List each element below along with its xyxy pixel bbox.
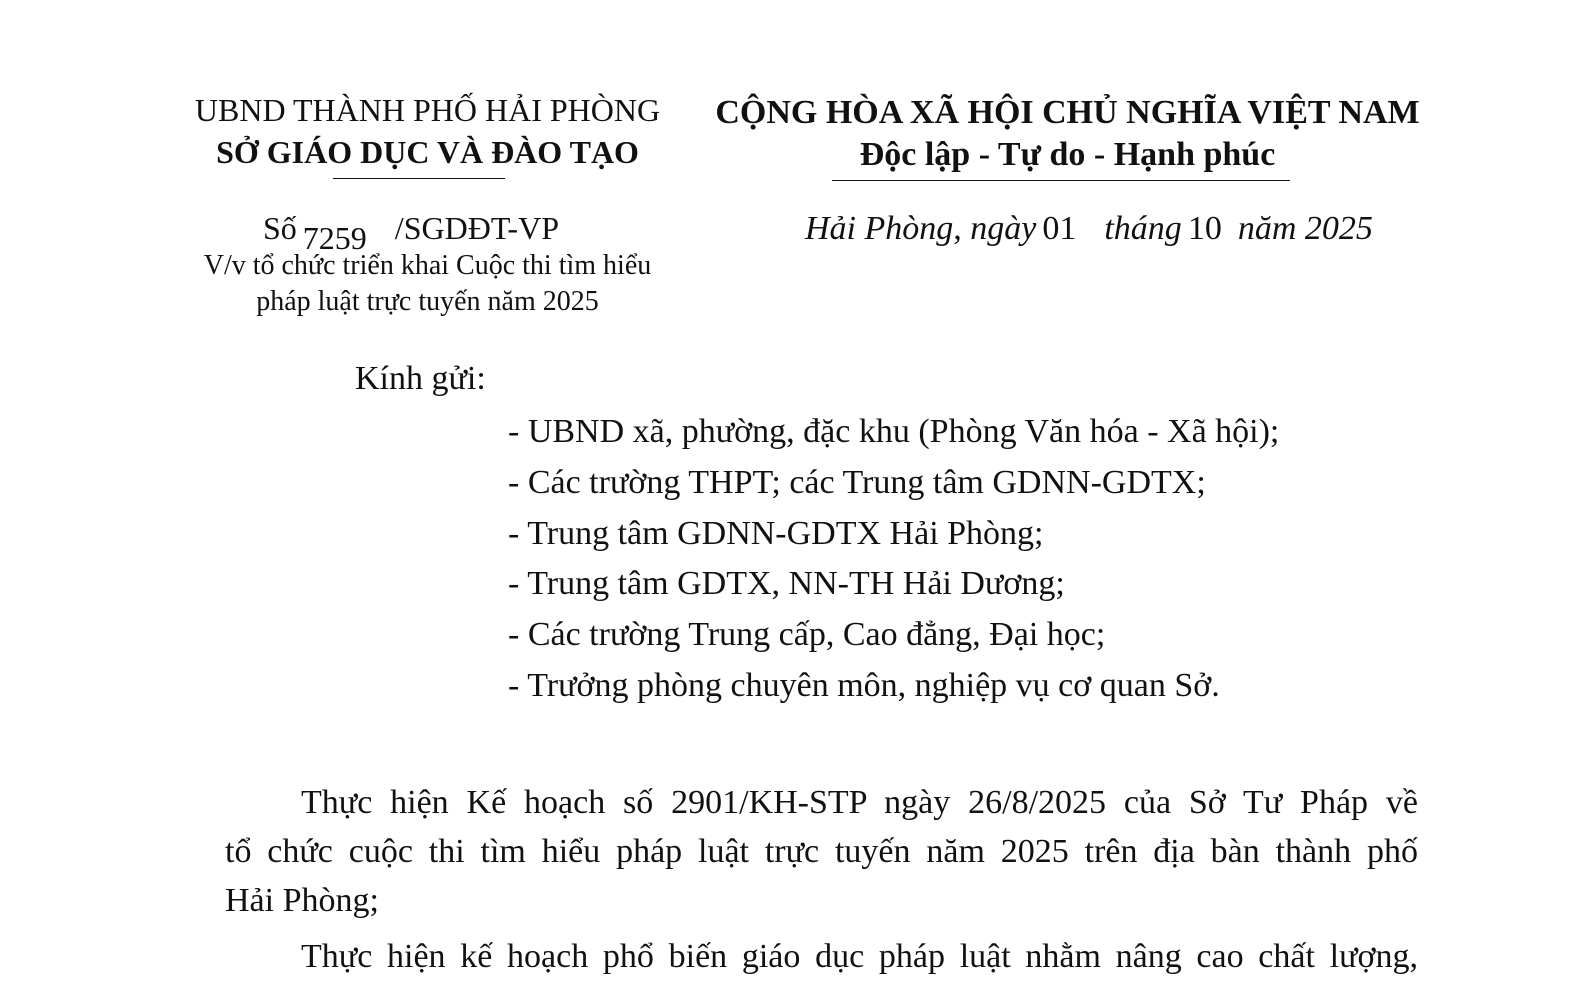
paragraph-line: Hải Phòng; xyxy=(225,882,379,919)
paragraph-line: Thực hiện kế hoạch phổ biến giáo dục pháp luật nhằm nâng cao chất lượng, xyxy=(301,938,1418,975)
date-month: 10 xyxy=(1187,210,1222,247)
date-place: Hải Phòng, ngày xyxy=(805,210,1037,247)
document-number-value: 7259 xyxy=(302,220,367,256)
recipient-item: - Trung tâm GDNN-GDTX Hải Phòng; xyxy=(508,515,1044,552)
body-paragraph-1 xyxy=(225,778,1418,925)
date-year: năm 2025 xyxy=(1237,210,1373,247)
date-day: 01 xyxy=(1042,210,1077,247)
document-number xyxy=(263,210,559,256)
document-number-suffix: /SGDĐT-VP xyxy=(394,210,559,246)
subject-line-1: V/v tổ chức triển khai Cuộc thi tìm hiểu xyxy=(203,250,652,281)
recipient-item: - Trưởng phòng chuyên môn, nghiệp vụ cơ quan Sở. xyxy=(508,667,1220,704)
national-title: CỘNG HÒA XÃ HỘI CHỦ NGHĨA VIỆT NAM xyxy=(715,94,1420,131)
document-date xyxy=(805,210,1373,248)
recipient-item: - Các trường THPT; các Trung tâm GDNN-GDTX; xyxy=(508,464,1206,501)
paragraph-line: tổ chức cuộc thi tìm hiểu pháp luật trực tuyến năm 2025 trên địa bàn thành phố xyxy=(225,833,1418,870)
national-motto: Độc lập - Tự do - Hạnh phúc xyxy=(859,136,1276,173)
body-paragraph-2 xyxy=(225,932,1418,981)
recipient-item: - UBND xã, phường, đặc khu (Phòng Văn hóa - Xã hội); xyxy=(508,413,1280,450)
document-number-prefix: Số xyxy=(263,210,297,246)
header-right-underline xyxy=(832,180,1290,181)
salutation-label: Kính gửi: xyxy=(355,360,486,397)
recipient-item: - Các trường Trung cấp, Cao đẳng, Đại học; xyxy=(508,616,1106,653)
subject-line-2: pháp luật trực tuyến năm 2025 xyxy=(256,286,599,317)
paragraph-line: Thực hiện Kế hoạch số 2901/KH-STP ngày 26/8/2025 của Sở Tư Pháp về xyxy=(301,784,1418,821)
issuing-authority-parent: UBND THÀNH PHỐ HẢI PHÒNG xyxy=(194,92,661,128)
recipient-item: - Trung tâm GDTX, NN-TH Hải Dương; xyxy=(508,565,1065,602)
issuing-authority: SỞ GIÁO DỤC VÀ ĐÀO TẠO xyxy=(216,134,639,170)
header-left-underline xyxy=(333,178,505,179)
date-month-label: tháng xyxy=(1104,210,1182,247)
